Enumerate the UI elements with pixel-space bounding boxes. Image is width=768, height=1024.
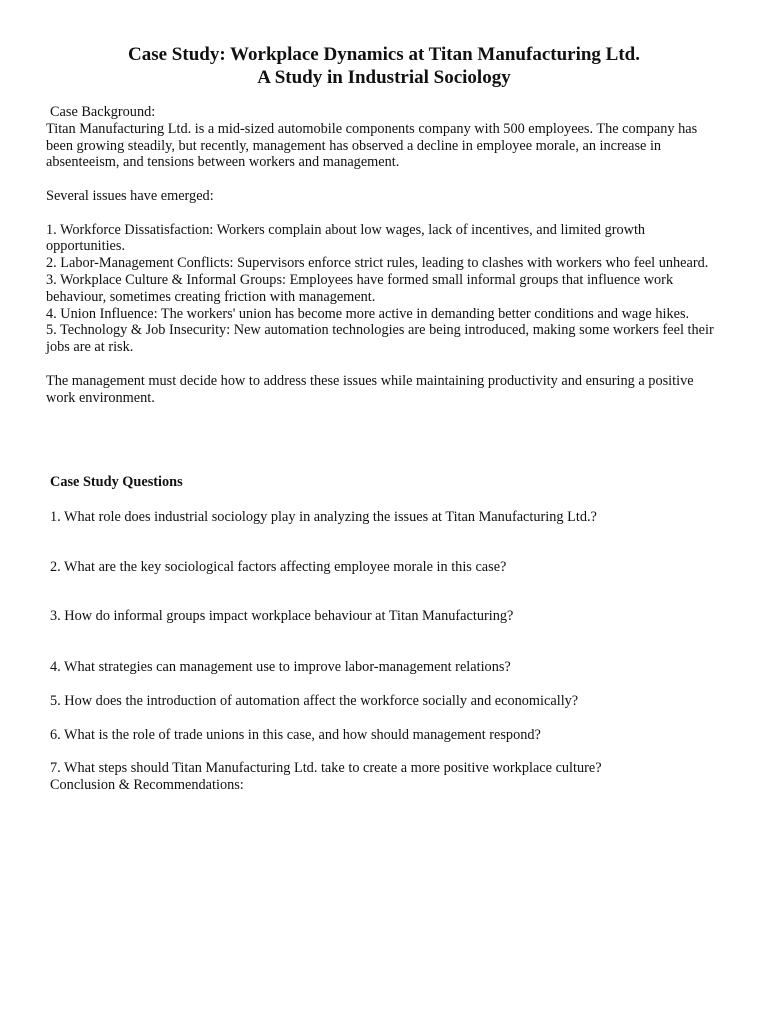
question-item: 3. How do informal groups impact workplace behaviour at Titan Manufacturing? xyxy=(50,608,514,624)
title-line-1: Case Study: Workplace Dynamics at Titan Manufacturing Ltd. xyxy=(128,44,640,65)
spacer xyxy=(46,171,726,188)
spacer xyxy=(46,205,726,222)
background-paragraph: Titan Manufacturing Ltd. is a mid-sized automobile components company with 500 employees. The company has been growing steadily, but recently, management has observed a decline in employee morale, an increase in absenteeism, and tensions between workers and management. xyxy=(46,120,698,171)
background-heading: Case Background: xyxy=(50,104,156,120)
issue-item: 1. Workforce Dissatisfaction: Workers complain about low wages, lack of incentives, and limited growth opportunities. xyxy=(46,221,646,255)
conclusion-heading: Conclusion & Recommendations: xyxy=(50,777,244,793)
question-item: 4. What strategies can management use to improve labor-management relations? xyxy=(50,659,511,675)
issue-item: 5. Technology & Job Insecurity: New automation technologies are being introduced, making some workers feel their jobs are at risk. xyxy=(46,322,714,356)
document-title xyxy=(0,43,768,89)
case-background-section xyxy=(46,104,726,406)
closing-paragraph: The management must decide how to address these issues while maintaining productivity and ensuring a positive work environment. xyxy=(46,372,694,406)
question-item: 1. What role does industrial sociology play in analyzing the issues at Titan Manufacturing Ltd.? xyxy=(50,509,597,525)
issue-item: 2. Labor-Management Conflicts: Supervisors enforce strict rules, leading to clashes with workers who feel unheard. xyxy=(46,255,709,272)
title-line-2: A Study in Industrial Sociology xyxy=(257,67,511,88)
question-item: 6. What is the role of trade unions in this case, and how should management respond? xyxy=(50,727,541,743)
spacer xyxy=(46,356,726,373)
questions-heading: Case Study Questions xyxy=(50,474,183,490)
issues-intro: Several issues have emerged: xyxy=(46,187,214,204)
question-item: 5. How does the introduction of automation affect the workforce socially and economically? xyxy=(50,693,579,709)
issue-item: 3. Workplace Culture & Informal Groups: Employees have formed small informal groups that influence work behaviour, sometimes creating friction with management. xyxy=(46,271,674,305)
question-item: 7. What steps should Titan Manufacturing Ltd. take to create a more positive workplace culture? xyxy=(50,760,602,776)
issue-item: 4. Union Influence: The workers' union has become more active in demanding better conditions and wage hikes. xyxy=(46,305,690,322)
question-item: 2. What are the key sociological factors affecting employee morale in this case? xyxy=(50,559,507,575)
